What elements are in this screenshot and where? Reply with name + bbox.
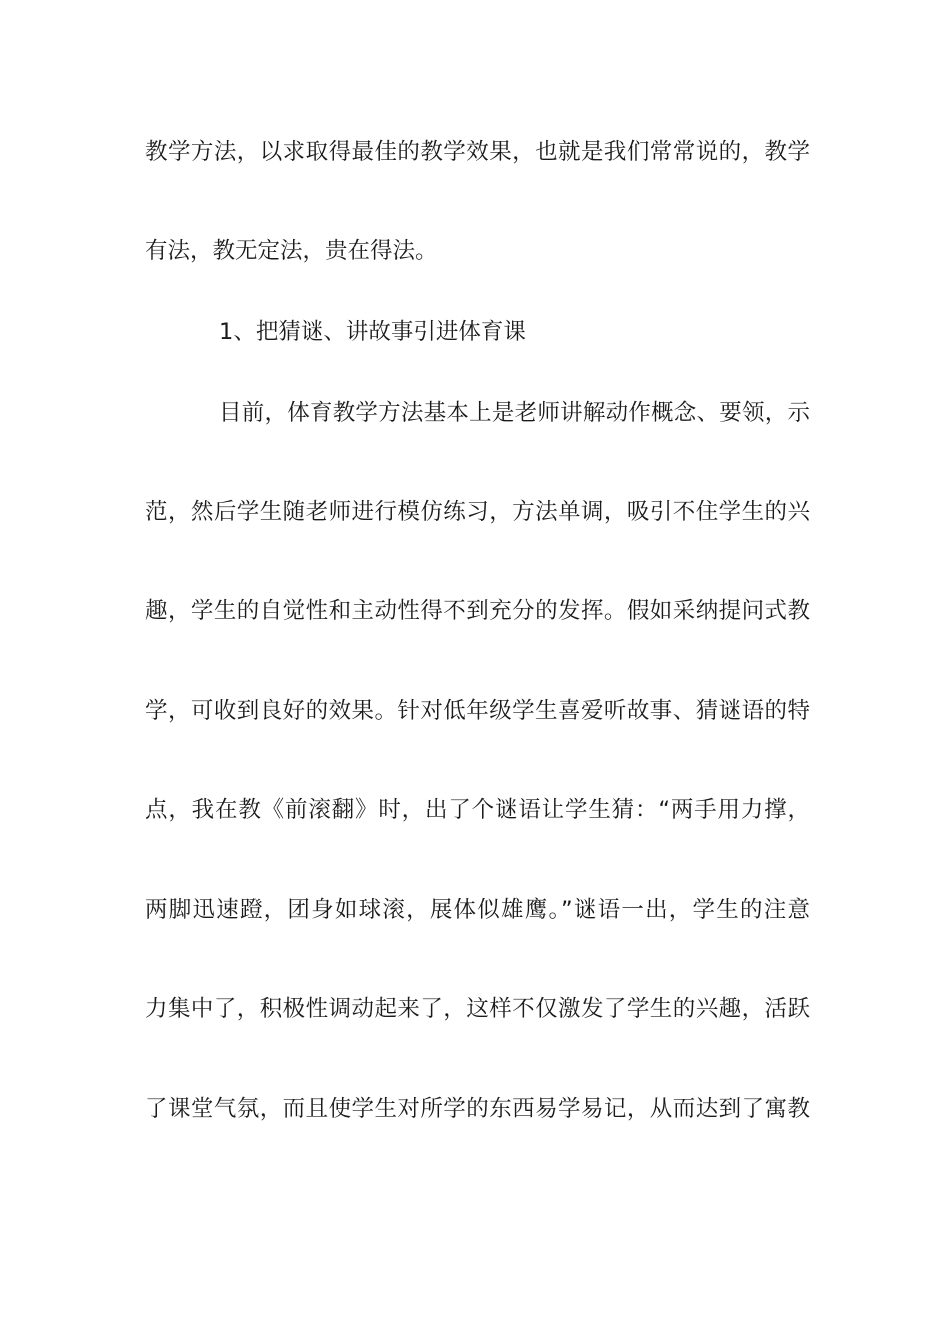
paragraph-line: 趣，学生的自觉性和主动性得不到充分的发挥。假如采纳提问式教 [145,598,810,624]
paragraph-line: 学，可收到良好的效果。针对低年级学生喜爱听故事、猜谜语的特 [145,698,810,724]
paragraph-line: 了课堂气氛，而且使学生对所学的东西易学易记，从而达到了寓教 [145,1096,810,1122]
paragraph-line: 有法，教无定法，贵在得法。 [145,238,438,264]
paragraph-line: 教学方法，以求取得最佳的教学效果，也就是我们常常说的，教学 [145,139,810,165]
paragraph-line: 力集中了，积极性调动起来了，这样不仅激发了学生的兴趣，活跃 [145,996,810,1022]
paragraph-line: 点，我在教《前滚翻》时，出了个谜语让学生猜：“两手用力撑， [145,797,810,823]
paragraph-line: 两脚迅速蹬，团身如球滚，展体似雄鹰。”谜语一出，学生的注意 [145,897,810,923]
paragraph-line: 目前，体育教学方法基本上是老师讲解动作概念、要领，示 [219,400,810,426]
section-heading: 1、把猜谜、讲故事引进体育课 [219,319,526,345]
paragraph-line: 范，然后学生随老师进行模仿练习，方法单调，吸引不住学生的兴 [145,499,810,525]
